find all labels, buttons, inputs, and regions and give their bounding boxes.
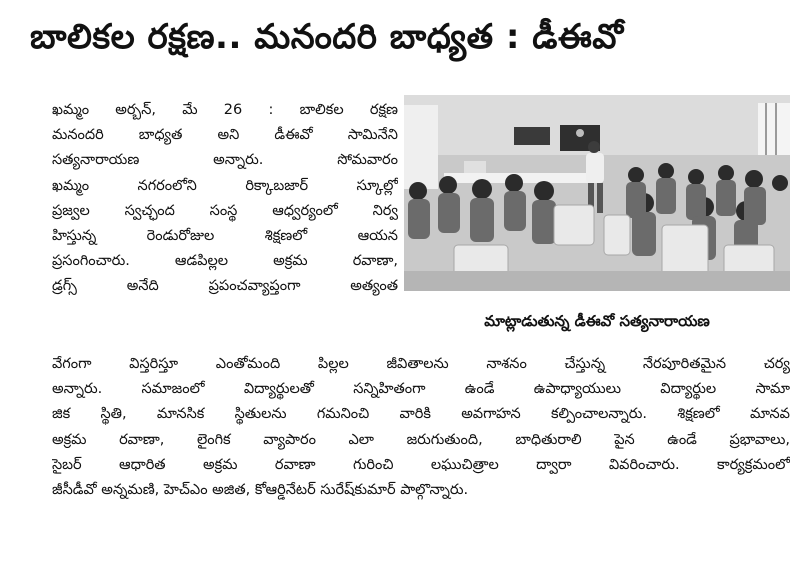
- article-body-full: [52, 352, 790, 503]
- body-line: ఖమ్మం నగరంలోని రిక్కాబజార్ స్కూల్లో: [52, 177, 398, 194]
- photo-caption: మాట్లాడుతున్న డీఈవో సత్యనారాయణ: [484, 312, 710, 330]
- body-line: జీసీడీవో అన్నమణి, హెచ్‌ఎం అజిత, కోఆర్డినేటర్ సురేష్‌కుమార్ పాల్గొన్నారు.: [52, 482, 469, 499]
- article-photo: [404, 95, 790, 291]
- article-headline: బాలికల రక్షణ.. మనందరి బాధ్యత : డీఈవో: [30, 17, 624, 57]
- body-line: మనందరి బాధ్యత అని డీఈవో సామినేని: [52, 127, 398, 144]
- body-line: వేగంగా విస్తరిస్తూ ఎంతోమంది పిల్లల జీవితాలను నాశనం చేస్తున్న నేరపూరితమైన చర్య: [52, 356, 790, 372]
- article-body-column: [52, 98, 398, 300]
- body-line: అన్నారు. సమాజంలో విద్యార్థులతో సన్నిహితంగా ఉండే ఉపాధ్యాయులు విద్యార్థుల సామా: [52, 381, 790, 398]
- body-line: అక్రమ రవాణా, లైంగిక వ్యాపారం ఎలా జరుగుతుంది, బాధితురాలి పైన ఉండే ప్రభావాలు,: [52, 431, 790, 448]
- body-line: హిస్తున్న రెండురోజుల శిక్షణలో ఆయన: [52, 228, 398, 245]
- body-line: జిక స్థితి, మానసిక స్థితులను గమనించి వారికి అవగాహన కల్పించాలన్నారు. శిక్షణలో మానవ: [52, 406, 790, 423]
- body-line: ఖమ్మం అర్బన్, మే 26 : బాలికల రక్షణ: [52, 102, 398, 118]
- body-line: సత్యనారాయణ అన్నారు. సోమవారం: [52, 152, 398, 169]
- body-line: డ్రగ్స్ అనేది ప్రపంచవ్యాప్తంగా అత్యంత: [52, 278, 398, 295]
- body-line: ప్రసంగించారు. ఆడపిల్లల అక్రమ రవాణా,: [52, 253, 398, 270]
- body-line: ప్రజ్వల స్వచ్ఛంద సంస్థ ఆధ్వర్యంలో నిర్వ: [52, 202, 398, 219]
- body-line: సైబర్ ఆధారిత అక్రమ రవాణా గురించి లఘుచిత్రాల ద్వారా వివరించారు. కార్యక్రమంలో: [52, 456, 790, 473]
